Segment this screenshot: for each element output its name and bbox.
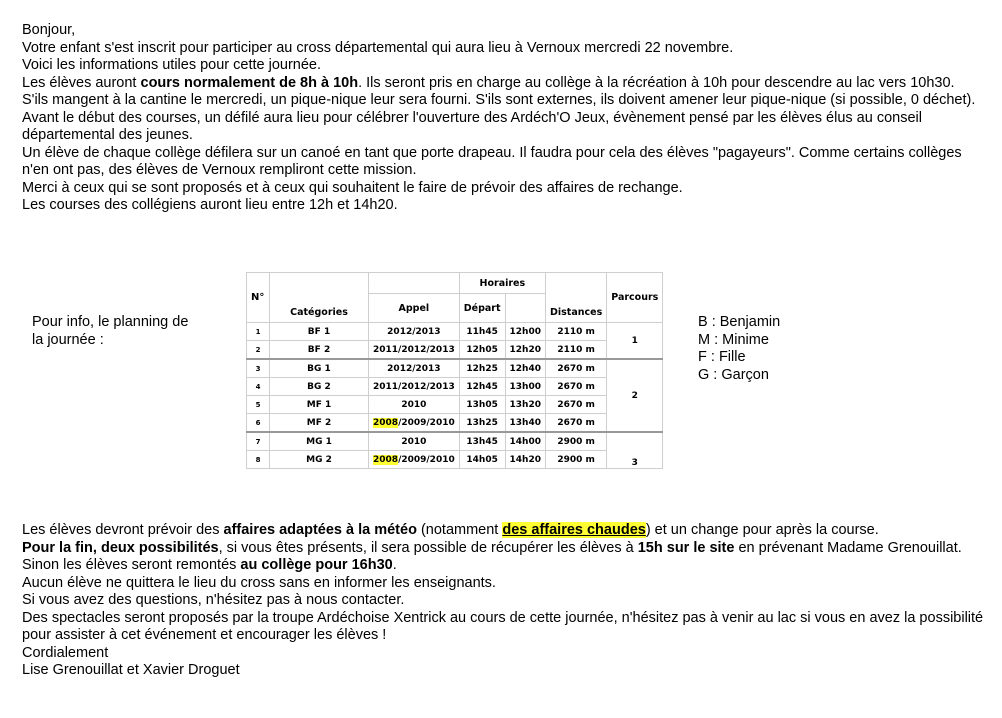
row-number: 6 [247, 414, 270, 433]
row-number: 1 [247, 323, 270, 341]
row-category: BF 1 [270, 323, 369, 341]
years-text: 2010 [401, 399, 427, 410]
table-row [247, 341, 663, 360]
outro-line-2-f: en prévenant Madame Grenouillat. Sinon les élèves seront remontés [22, 539, 962, 573]
intro-line-1: Votre enfant s'est inscrit pour participer au cross départemental qui aura lieu à Vernoux mercredi 22 novembre. [22, 39, 734, 56]
outro-line-1-bold: affaires adaptées à la météo [223, 522, 417, 538]
outro-line-2 [22, 540, 987, 575]
header-distances: Distances [545, 273, 606, 323]
years-text: 2011/2012/2013 [373, 381, 455, 392]
row-category: BG 1 [270, 359, 369, 378]
years-text: 2012/2013 [387, 326, 441, 337]
header-categories: Catégories [270, 273, 369, 323]
table-row [247, 323, 663, 341]
row-number: 7 [247, 432, 270, 451]
header-parcours: Parcours [607, 273, 663, 323]
outro-line-2-e: 15h sur le site [637, 539, 735, 556]
row-years [369, 451, 460, 469]
legend-item: M : Minime [698, 331, 769, 348]
row-appel: 12h45 [459, 378, 505, 396]
outro-line-1-e: ) et un change pour après la course. [645, 522, 879, 538]
row-distance: 2670 m [545, 414, 606, 433]
row-category: BF 2 [270, 341, 369, 360]
row-depart: 13h20 [505, 396, 545, 414]
row-category: MG 2 [270, 451, 369, 469]
years-text: 2012/2013 [387, 363, 441, 374]
closing: Cordialement [22, 644, 109, 661]
row-category: MG 1 [270, 432, 369, 451]
table-row [247, 359, 663, 378]
row-distance: 2900 m [545, 451, 606, 469]
legend-item: G : Garçon [698, 366, 769, 383]
row-number: 2 [247, 341, 270, 360]
outro-line-2-c: deux possibilités [100, 539, 219, 556]
outro-line-2-h: . [392, 557, 397, 573]
years-text: /2009/2010 [398, 417, 455, 428]
outro-line-5: Des spectacles seront proposés par la troupe Ardéchoise Xentrick au cours de cette journée, n'hésitez pas à venir au lac si vous en avez la possibilité pour assister à cet événement et encourager les élèves ! [22, 609, 984, 643]
outro-line-3: Aucun élève ne quittera le lieu du cross sans en informer les enseignants. [22, 574, 496, 591]
header-appel: Appel [369, 294, 460, 323]
intro-line-3-bold: cours normalement de 8h à 10h [140, 74, 359, 91]
header-depart: Départ [459, 294, 505, 323]
years-text: 2011/2012/2013 [373, 344, 455, 355]
legend-item: F : Fille [698, 349, 746, 365]
row-years [369, 396, 460, 414]
outro-line-1-highlight: des affaires chaudes [502, 522, 646, 538]
intro-line-5: Avant le début des courses, un défilé aura lieu pour célébrer l'ouverture des Ardéch'O Jeux, évènement pensé par les élèves élus au conseil départemental des jeunes. [22, 109, 922, 143]
row-depart: 12h20 [505, 341, 545, 360]
planning-body [247, 323, 663, 469]
row-number: 4 [247, 378, 270, 396]
years-text: 2010 [401, 436, 427, 447]
table-row [247, 378, 663, 396]
row-distance: 2110 m [545, 323, 606, 341]
planning-table [246, 272, 663, 469]
row-parcours: 2 [607, 359, 663, 432]
row-appel: 14h05 [459, 451, 505, 469]
header-horaires: Horaires [459, 273, 545, 294]
header-num: N° [247, 273, 270, 323]
intro-line-3-a: Les élèves auront [22, 74, 141, 91]
row-years [369, 432, 460, 451]
row-appel: 13h45 [459, 432, 505, 451]
year-highlight: 2008 [373, 454, 399, 465]
outro-line-4: Si vous avez des questions, n'hésitez pas à nous contacter. [22, 592, 405, 608]
outro-line-2-g: au collège pour 16h30 [240, 557, 393, 573]
row-years [369, 378, 460, 396]
row-depart: 12h00 [505, 323, 545, 341]
year-highlight: 2008 [373, 417, 399, 428]
intro-line-3-c: . Ils seront pris en charge au collège à la récréation à 10h pour descendre au lac vers 10h30. [358, 74, 955, 91]
row-appel: 13h25 [459, 414, 505, 433]
row-parcours: 1 [607, 323, 663, 360]
row-years [369, 359, 460, 378]
row-appel: 11h45 [459, 323, 505, 341]
row-years [369, 323, 460, 341]
intro-line-3 [22, 75, 987, 93]
row-depart: 12h40 [505, 359, 545, 378]
row-number: 3 [247, 359, 270, 378]
planning-label: Pour info, le planning de la journée : [32, 314, 189, 348]
intro-line-4: S'ils mangent à la cantine le mercredi, un pique-nique leur sera fourni. S'ils sont externes, ils doivent amener leur pique-nique (si possible, 0 déchet). [22, 92, 976, 108]
signature: Lise Grenouillat et Xavier Droguet [22, 662, 240, 678]
row-years [369, 414, 460, 433]
outro-line-2-a: Pour la fin [22, 539, 93, 556]
outro-line-2-d: , si vous êtes présents, il sera possible de récupérer les élèves à [218, 539, 638, 556]
table-row [247, 396, 663, 414]
legend-item: B : Benjamin [698, 314, 781, 330]
outro-line-1-c: (notamment [416, 522, 503, 538]
row-number: 5 [247, 396, 270, 414]
row-years [369, 341, 460, 360]
outro-line-1-a: Les élèves devront prévoir des [22, 522, 224, 538]
row-appel: 12h25 [459, 359, 505, 378]
row-depart: 14h00 [505, 432, 545, 451]
legend [698, 314, 780, 384]
row-number: 8 [247, 451, 270, 469]
outro-line-1 [22, 522, 987, 540]
row-distance: 2110 m [545, 341, 606, 360]
intro-line-8: Les courses des collégiens auront lieu entre 12h et 14h20. [22, 197, 398, 213]
years-text: /2009/2010 [398, 454, 455, 465]
table-row [247, 414, 663, 433]
row-appel: 12h05 [459, 341, 505, 360]
row-distance: 2900 m [545, 432, 606, 451]
outro-line-2-b: , [92, 539, 101, 556]
intro-line-7: Merci à ceux qui se sont proposés et à ceux qui souhaitent le faire de prévoir des affaires de rechange. [22, 179, 683, 196]
row-distance: 2670 m [545, 359, 606, 378]
row-category: MF 2 [270, 414, 369, 433]
table-row [247, 432, 663, 451]
row-appel: 13h05 [459, 396, 505, 414]
greeting: Bonjour, [22, 22, 76, 38]
intro-line-6: Un élève de chaque collège défilera sur un canoé en tant que porte drapeau. Il faudra pour cela des élèves "pagayeurs". Comme certains collèges n'en ont pas, des élèves de Vernoux rempliront cette mission. [22, 144, 962, 178]
row-parcours: 3 [607, 432, 663, 469]
row-depart: 13h40 [505, 414, 545, 433]
row-category: BG 2 [270, 378, 369, 396]
row-category: MF 1 [270, 396, 369, 414]
row-distance: 2670 m [545, 378, 606, 396]
intro-line-2: Voici les informations utiles pour cette journée. [22, 57, 322, 73]
intro-text [22, 22, 987, 215]
row-depart: 13h00 [505, 378, 545, 396]
outro-text [22, 522, 987, 680]
row-depart: 14h20 [505, 451, 545, 469]
table-row [247, 451, 663, 469]
row-distance: 2670 m [545, 396, 606, 414]
